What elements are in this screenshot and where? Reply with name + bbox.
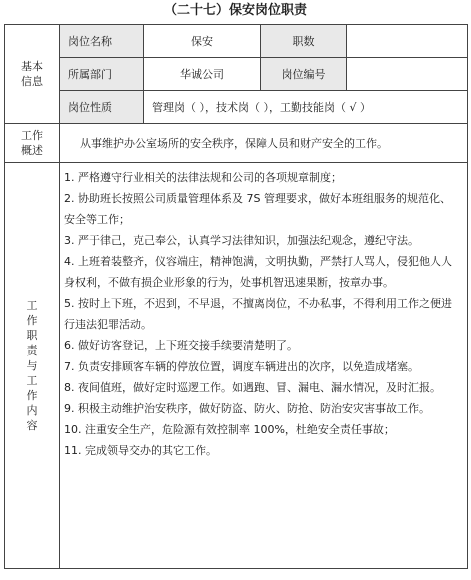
- position-nature-label: 岗位性质: [60, 91, 144, 124]
- position-code-label: 岗位编号: [261, 58, 347, 91]
- duty-item: 4. 上班着装整齐，仪容端庄，精神饱满，文明执勤，严禁打人骂人，侵犯他人人身权利，不做有损企业形象的行为，处事机智迅速果断，按章办事。: [64, 255, 452, 289]
- document-title: （二十七）保安岗位职责: [163, 3, 307, 18]
- rank-label: 职数: [261, 25, 347, 58]
- duty-item: 1. 严格遵守行业相关的法律法规和公司的各项规章制度；: [64, 171, 342, 184]
- position-name-label: 岗位名称: [60, 25, 144, 58]
- position-code-value: [347, 58, 468, 91]
- duty-item: 7. 负责安排顾客车辆的停放位置，调度车辆进出的次序，以免造成堵塞。: [64, 360, 419, 373]
- duties-label: 工作职责与工作内容: [5, 163, 60, 569]
- rank-value: [347, 25, 468, 58]
- duty-item: 6. 做好访客登记，上下班交接手续要清楚明了。: [64, 339, 298, 352]
- duty-item: 9. 积极主动维护治安秩序，做好防盗、防火、防抢、防治安灾害事故工作。: [64, 402, 430, 415]
- duty-item: 11. 完成领导交办的其它工作。: [64, 444, 217, 457]
- overview-text: 从事维护办公室场所的安全秩序，保障人员和财产安全的工作。: [60, 124, 468, 163]
- position-nature-value: 管理岗（ ），技术岗（ ），工勤技能岗（ √ ）: [144, 91, 468, 124]
- basic-info-label: 基本信息: [5, 25, 60, 124]
- job-description-table: [4, 24, 468, 569]
- department-label: 所属部门: [60, 58, 144, 91]
- duty-item: 5. 按时上下班，不迟到，不早退，不擅离岗位，不办私事，不得利用工作之便进行违法犯罪活动。: [64, 297, 452, 331]
- duty-item: 3. 严于律己，克己奉公，认真学习法律知识，加强法纪观念，遵纪守法。: [64, 234, 419, 247]
- department-value: 华诚公司: [144, 58, 261, 91]
- duty-item: 10. 注重安全生产，危险源有效控制率 100%，杜绝安全责任事故；: [64, 423, 395, 436]
- overview-label: 工作概述: [5, 124, 60, 163]
- position-name-value: 保安: [144, 25, 261, 58]
- duty-item: 2. 协助班长按照公司质量管理体系及 7S 管理要求，做好本班组服务的规范化、安全等工作；: [64, 192, 451, 226]
- duties-list: [60, 163, 468, 569]
- duty-item: 8. 夜间值班，做好定时巡逻工作。如遇跑、冒、漏电、漏水情况，及时汇报。: [64, 381, 441, 394]
